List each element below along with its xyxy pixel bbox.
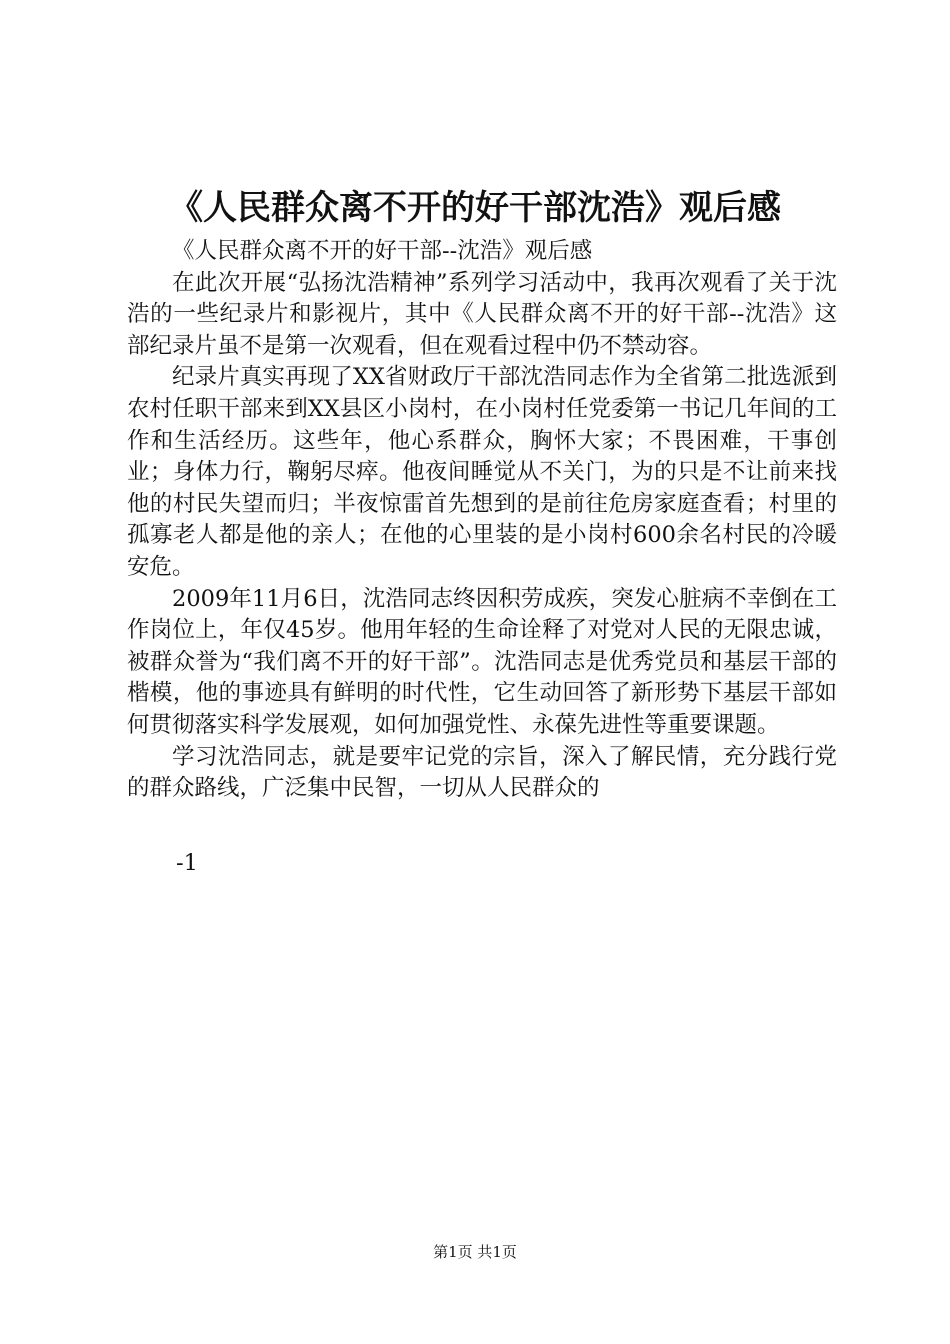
document-body xyxy=(127,236,837,805)
paragraph-2: 纪录片真实再现了XX省财政厅干部沈浩同志作为全省第二批选派到农村任职干部来到XX县区小岗村，在小岗村任党委第一书记几年间的工作和生活经历。这些年，他心系群众，胸怀大家；不畏困难，干事创业；身体力行，鞠躬尽瘁。他夜间睡觉从不关门，为的只是不让前来找他的村民失望而归；半夜惊雷首先想到的是前往危房家庭查看；村里的孤寡老人都是他的亲人；在他的心里装的是小岗村600余名村民的冷暖安危。 xyxy=(127,364,837,580)
document-title: 《人民群众离不开的好干部沈浩》观后感 xyxy=(169,188,781,228)
paragraph-3: 2009年11月6日，沈浩同志终因积劳成疾，突发心脏病不幸倒在工作岗位上，年仅45岁。他用年轻的生命诠释了对党对人民的无限忠诚，被群众誉为“我们离不开的好干部”。沈浩同志是优秀党员和基层干部的楷模，他的事迹具有鲜明的时代性，它生动回答了新形势下基层干部如何贯彻落实科学发展观，如何加强党性、永葆先进性等重要课题。 xyxy=(127,585,837,738)
page-footer: 第1页 共1页 xyxy=(433,1243,517,1261)
paragraph-4: 学习沈浩同志，就是要牢记党的宗旨，深入了解民情，充分践行党的群众路线，广泛集中民智，一切从人民群众的 xyxy=(127,743,837,802)
page-marker: -1 xyxy=(176,850,198,876)
document-subtitle: 《人民群众离不开的好干部--沈浩》观后感 xyxy=(172,238,593,264)
paragraph-1: 在此次开展“弘扬沈浩精神”系列学习活动中，我再次观看了关于沈浩的一些纪录片和影视片，其中《人民群众离不开的好干部--沈浩》这部纪录片虽不是第一次观看，但在观看过程中仍不禁动容。 xyxy=(127,269,837,359)
